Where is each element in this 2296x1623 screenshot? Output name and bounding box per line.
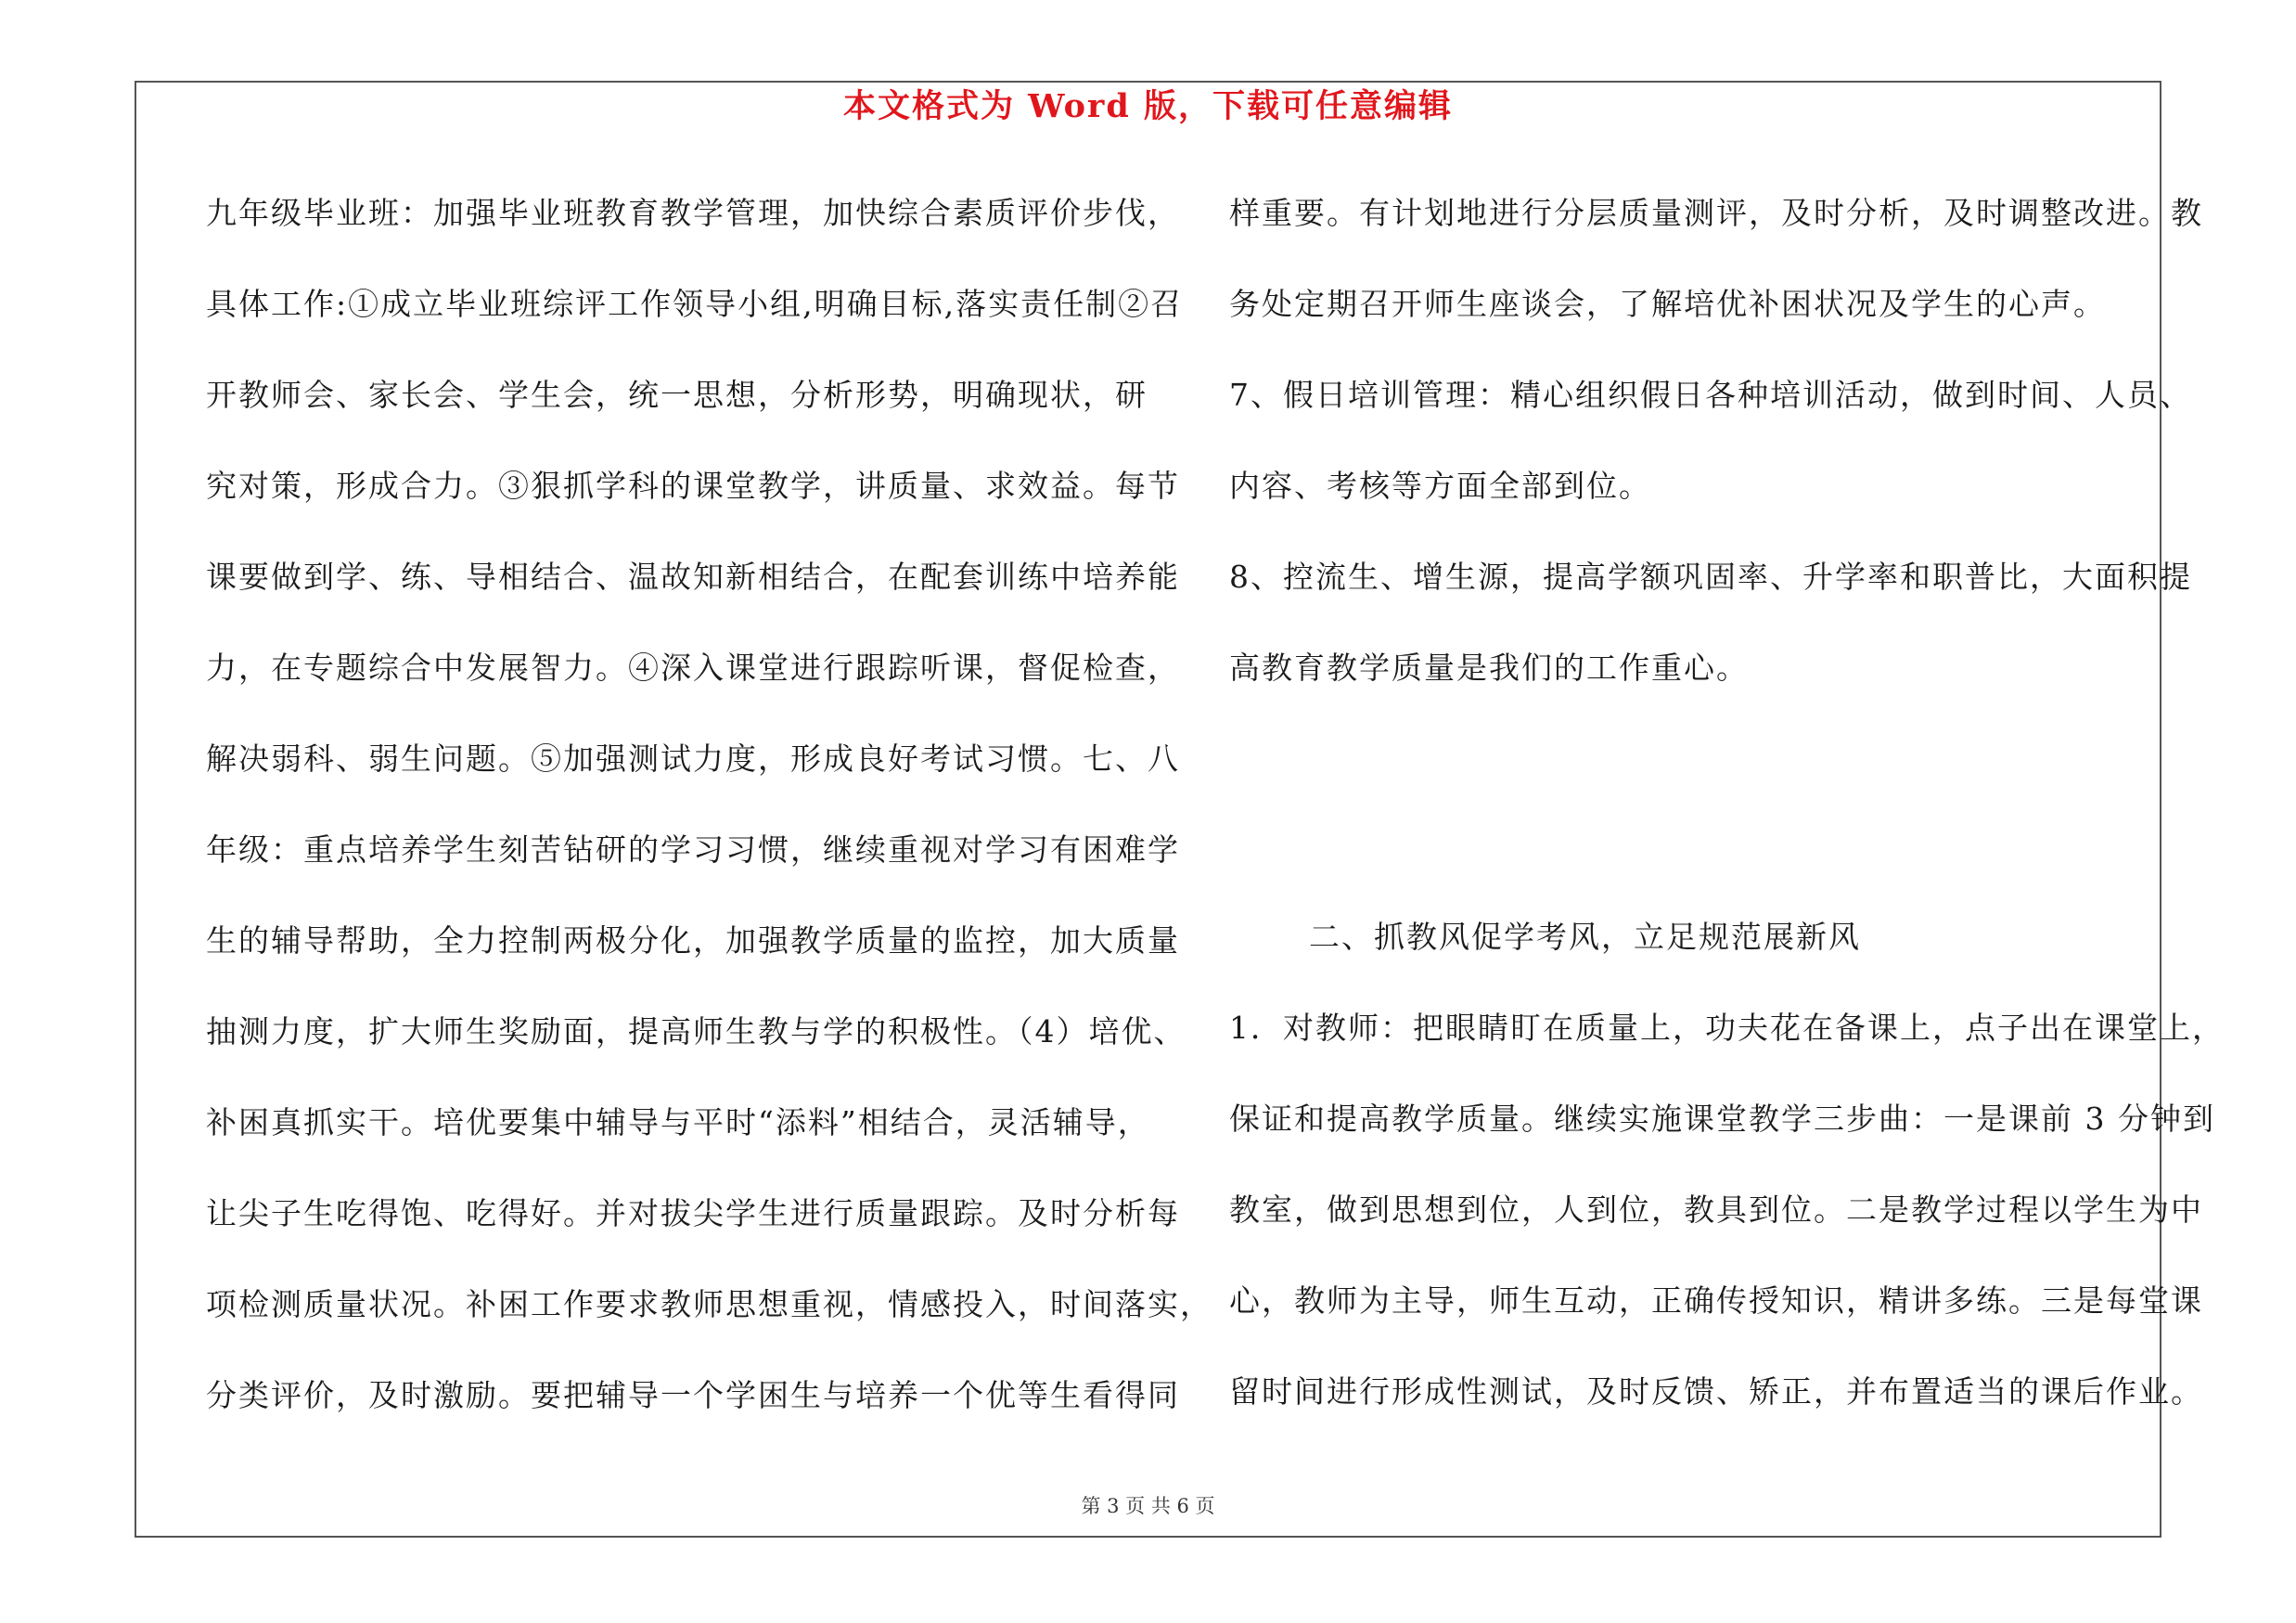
body-text-line: 补困真抓实干。培优要集中辅导与平时“添料”相结合，灵活辅导， [206,1104,1150,1140]
body-text-line: 让尖子生吃得饱、吃得好。并对拔尖学生进行质量跟踪。及时分析每 [206,1195,1180,1231]
body-text-line: 究对策，形成合力。③狠抓学科的课堂教学，讲质量、求效益。每节 [206,468,1180,504]
body-text-line: 年级：重点培养学生刻苦钻研的学习习惯，继续重视对学习有困难学 [206,831,1180,868]
body-text-line: 项检测质量状况。补困工作要求教师思想重视，情感投入，时间落实， [206,1286,1212,1322]
body-text-line: 1．对教师：把眼睛盯在质量上，功夫花在备课上，点子出在课堂上， [1229,1010,2225,1046]
body-text-line: 具体工作:①成立毕业班综评工作领导小组,明确目标,落实责任制②召 [206,286,1184,322]
body-text-line: 课要做到学、练、导相结合、温故知新相结合，在配套训练中培养能 [206,559,1180,595]
body-text-line: 8、控流生、增生源，提高学额巩固率、升学率和职普比，大面积提 [1229,559,2192,595]
body-text-line: 解决弱科、弱生问题。⑤加强测试力度，形成良好考试习惯。七、八 [206,741,1180,777]
body-text-line: 留时间进行形成性测试，及时反馈、矫正，并布置适当的课后作业。 [1229,1373,2203,1410]
body-text-line: 力，在专题综合中发展智力。④深入课堂进行跟踪听课，督促检查， [206,650,1180,686]
left-column [206,186,1212,1459]
blank-space [1229,731,2180,909]
section-heading: 二、抓教风促学考风，立足规范展新风 [1309,919,1861,955]
body-text-line: 分类评价，及时激励。要把辅导一个学困生与培养一个优等生看得同 [206,1377,1180,1413]
body-text-line: 7、假日培训管理：精心组织假日各种培训活动，做到时间、人员、 [1229,377,2192,413]
body-text-line: 抽测力度，扩大师生奖励面，提高师生教与学的积极性。（4）培优、 [206,1013,1186,1050]
body-text-line: 心，教师为主导，师生互动，正确传授知识，精讲多练。三是每堂课 [1229,1282,2203,1319]
body-text-line: 高教育教学质量是我们的工作重心。 [1229,650,1749,686]
body-text-line: 内容、考核等方面全部到位。 [1229,468,1651,504]
right-column [1229,186,2225,1455]
body-text-line: 生的辅导帮助，全力控制两极分化，加强教学质量的监控，加大质量 [206,922,1180,959]
page-number: 第 3 页 共 6 页 [1081,1495,1215,1517]
word-format-notice: 本文格式为 Word 版，下载可任意编辑 [842,87,1454,125]
body-text-line: 保证和提高教学质量。继续实施课堂教学三步曲：一是课前 3 分钟到 [1229,1101,2215,1137]
body-text-line: 教室，做到思想到位，人到位，教具到位。二是教学过程以学生为中 [1229,1191,2203,1228]
body-text-line: 样重要。有计划地进行分层质量测评，及时分析，及时调整改进。教 [1229,195,2203,231]
body-text-line: 开教师会、家长会、学生会，统一思想，分析形势，明确现状，研 [206,377,1148,413]
body-text-line: 务处定期召开师生座谈会，了解培优补困状况及学生的心声。 [1229,286,2106,322]
body-text-line: 九年级毕业班：加强毕业班教育教学管理，加快综合素质评价步伐， [206,195,1180,231]
